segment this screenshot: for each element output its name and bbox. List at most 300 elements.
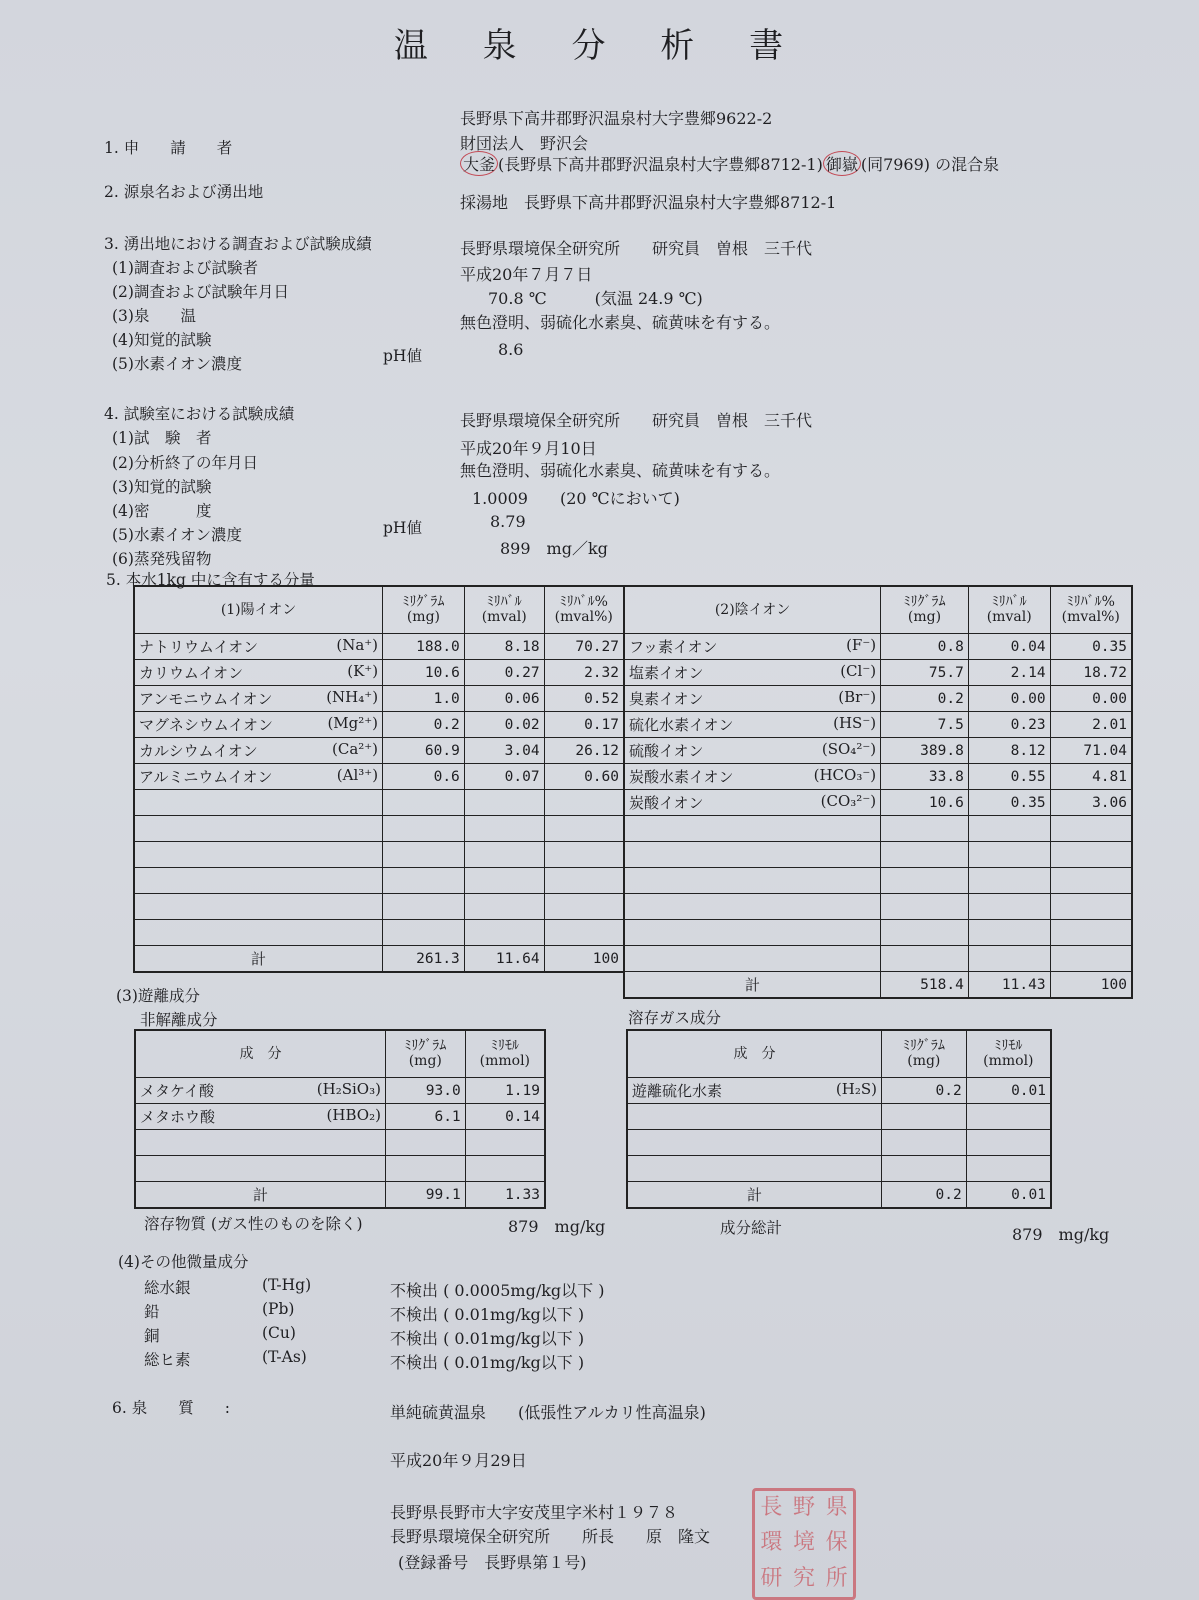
gas-head-name: 成 分 <box>627 1030 881 1078</box>
anion-total-mval: 11.43 <box>968 972 1050 999</box>
anion-pct <box>1050 920 1132 946</box>
s3-item-1: (1)調査および試験者 <box>112 259 258 277</box>
nondiss-name: メタケイ酸 <box>140 1082 214 1100</box>
s3-item-5: (5)水素イオン濃度 <box>112 355 242 373</box>
anion-name: 炭酸イオン <box>629 794 704 812</box>
total-components-value: 879 mg/kg <box>1012 1225 1110 1244</box>
cation-mval: 3.04 <box>464 738 544 764</box>
cation-head-mg: ﾐﾘｸﾞﾗﾑ (mg) <box>383 586 465 634</box>
nondiss-total-row <box>135 1182 545 1209</box>
cation-total-mg: 261.3 <box>383 946 465 973</box>
anion-mg <box>881 894 969 920</box>
cation-name-cell <box>134 686 383 712</box>
nondiss-mmol <box>465 1130 545 1156</box>
cation-mg <box>383 790 465 816</box>
anion-name-wrap <box>629 792 876 813</box>
anion-name: 硫酸イオン <box>629 742 704 760</box>
institute-director: 長野県環境保全研究所 所長 原 隆文 <box>390 1527 711 1546</box>
cation-total-pct: 100 <box>544 946 624 973</box>
nondiss-mmol: 0.14 <box>465 1104 545 1130</box>
anion-row <box>624 712 1132 738</box>
s4-item-2: (2)分析終了の年月日 <box>112 454 258 472</box>
dissolved-matter-label: 溶存物質 (ガス性のものを除く) <box>144 1215 363 1233</box>
anion-name-wrap <box>629 636 876 657</box>
trace-value: 不検出 ( 0.0005mg/kg以下 ) <box>390 1281 605 1300</box>
gas-row <box>627 1104 1051 1130</box>
cation-name-cell <box>134 842 383 868</box>
s4-item-4: (4)密 度 <box>112 502 212 520</box>
anion-head-pct: ﾐﾘﾊﾞﾙ% (mval%) <box>1050 586 1132 634</box>
cation-row <box>134 920 624 946</box>
gas-row <box>627 1156 1051 1182</box>
cation-total-row <box>134 946 624 973</box>
anion-pct: 4.81 <box>1050 764 1132 790</box>
cation-name-wrap <box>139 740 378 761</box>
cation-mval: 8.18 <box>464 634 544 660</box>
cation-row <box>134 842 624 868</box>
cation-table <box>133 585 625 973</box>
anion-name: 硫化水素イオン <box>629 716 734 734</box>
nondiss-row <box>135 1104 545 1130</box>
cation-name: アルミニウムイオン <box>139 768 273 786</box>
anion-mg: 389.8 <box>881 738 969 764</box>
anion-name-cell <box>624 946 881 972</box>
anion-mval <box>968 868 1050 894</box>
cation-pct: 0.52 <box>544 686 624 712</box>
total-components-label: 成分総計 <box>720 1219 783 1237</box>
s4-item-6: (6)蒸発残留物 <box>112 550 212 568</box>
anion-symbol: (F⁻) <box>846 636 877 654</box>
nondissociated-table <box>134 1029 546 1209</box>
cation-name-cell <box>134 738 383 764</box>
cation-symbol: (NH₄⁺) <box>326 688 379 706</box>
cation-mval <box>464 842 544 868</box>
trace-symbol: (Cu) <box>262 1324 296 1342</box>
seal-char: 県 <box>825 1495 848 1520</box>
trace-symbol: (T-Hg) <box>262 1276 312 1294</box>
cation-mval: 0.27 <box>464 660 544 686</box>
nondiss-mg: 6.1 <box>385 1104 465 1130</box>
cation-name-cell <box>134 894 383 920</box>
anion-mg: 10.6 <box>881 790 969 816</box>
nondiss-header-row <box>135 1030 545 1078</box>
anion-symbol: (Br⁻) <box>838 688 877 706</box>
anion-total-mg: 518.4 <box>881 972 969 999</box>
anion-row <box>624 686 1132 712</box>
cation-mg <box>383 894 465 920</box>
seal-char: 環 <box>760 1530 783 1556</box>
cation-name-wrap <box>139 636 378 657</box>
nondiss-name-wrap <box>140 1080 381 1101</box>
cation-pct <box>544 868 624 894</box>
cation-pct: 0.17 <box>544 712 624 738</box>
cation-name-cell <box>134 868 383 894</box>
s4-residue: 899 mg／kg <box>500 539 608 558</box>
anion-row <box>624 816 1132 842</box>
anion-name: フッ素イオン <box>629 638 718 656</box>
anion-row <box>624 920 1132 946</box>
document-title: 温 泉 分 析 書 <box>393 26 806 66</box>
s3-sensory: 無色澄明、弱硫化水素臭、硫黄味を有する。 <box>460 313 781 332</box>
anion-name-cell <box>624 738 881 764</box>
anion-mg: 75.7 <box>881 660 969 686</box>
cation-row <box>134 790 624 816</box>
cation-mg: 0.6 <box>383 764 465 790</box>
anion-row <box>624 634 1132 660</box>
gas-mg <box>881 1130 966 1156</box>
gas-symbol: (H₂S) <box>835 1080 877 1098</box>
anion-head-mval: ﾐﾘﾊﾞﾙ (mval) <box>968 586 1050 634</box>
gas-mg <box>881 1156 966 1182</box>
anion-mg: 33.8 <box>881 764 969 790</box>
s3-ph-label: pH値 <box>383 347 422 365</box>
anion-name-cell <box>624 634 881 660</box>
nondiss-mmol: 1.19 <box>465 1078 545 1104</box>
trace-symbol: (Pb) <box>262 1300 295 1318</box>
nondissociated-label: 非解離成分 <box>140 1011 218 1029</box>
cation-pct <box>544 816 624 842</box>
gas-row <box>627 1130 1051 1156</box>
cation-mval <box>464 790 544 816</box>
nondiss-head-name: 成 分 <box>135 1030 385 1078</box>
anion-mval <box>968 894 1050 920</box>
anion-rows <box>624 634 1132 972</box>
cation-name: カリウムイオン <box>139 664 244 682</box>
s3-temperature: 70.8 ℃ (気温 24.9 ℃) <box>488 289 703 308</box>
cation-symbol: (Na⁺) <box>336 636 379 654</box>
cation-mval <box>464 894 544 920</box>
institute-address: 長野県長野市大字安茂里字米村１９７８ <box>390 1503 679 1522</box>
gas-header-row <box>627 1030 1051 1078</box>
anion-mg <box>881 842 969 868</box>
cation-symbol: (Al³⁺) <box>336 766 379 784</box>
s4-tester: 長野県環境保全研究所 研究員 曽根 三千代 <box>460 411 813 430</box>
anion-name-cell <box>624 868 881 894</box>
gas-total-row <box>627 1182 1051 1209</box>
cation-row <box>134 712 624 738</box>
anion-mval: 2.14 <box>968 660 1050 686</box>
trace-name: 銅 <box>144 1327 160 1345</box>
s4-date: 平成20年９月10日 <box>460 439 597 458</box>
s3-tester: 長野県環境保全研究所 研究員 曽根 三千代 <box>460 239 813 258</box>
cation-pct: 2.32 <box>544 660 624 686</box>
anion-name-wrap <box>629 740 876 761</box>
anion-symbol: (HCO₃⁻) <box>813 766 877 784</box>
anion-mval: 8.12 <box>968 738 1050 764</box>
cation-mg <box>383 816 465 842</box>
s4-sensory: 無色澄明、弱硫化水素臭、硫黄味を有する。 <box>460 461 781 480</box>
gas-total-label: 計 <box>627 1182 881 1209</box>
registration-number: (登録番号 長野県第１号) <box>398 1553 587 1572</box>
s4-item-1: (1)試 験 者 <box>112 429 212 447</box>
anion-mval: 0.00 <box>968 686 1050 712</box>
anion-name-cell <box>624 816 881 842</box>
cation-mg: 60.9 <box>383 738 465 764</box>
cation-mval: 0.02 <box>464 712 544 738</box>
s4-item-3: (3)知覚的試験 <box>112 478 212 496</box>
cation-header-row <box>134 586 624 634</box>
anion-pct <box>1050 842 1132 868</box>
nondiss-name-cell <box>135 1104 385 1130</box>
anion-name-wrap <box>629 688 876 709</box>
cation-name-cell <box>134 816 383 842</box>
anion-pct <box>1050 946 1132 972</box>
source-mixed: (同7969) の混合泉 <box>860 155 1000 174</box>
cation-name-cell <box>134 712 383 738</box>
dissolved-gas-table <box>626 1029 1052 1209</box>
nondiss-name-wrap <box>140 1106 381 1127</box>
gas-head-mg: ﾐﾘｸﾞﾗﾑ (mg) <box>881 1030 966 1078</box>
cation-pct: 70.27 <box>544 634 624 660</box>
anion-mval <box>968 946 1050 972</box>
cation-name-cell <box>134 920 383 946</box>
anion-name-cell <box>624 660 881 686</box>
anion-name-cell <box>624 686 881 712</box>
anion-mg <box>881 920 969 946</box>
cation-row <box>134 764 624 790</box>
nondiss-total-mmol: 1.33 <box>465 1182 545 1209</box>
cation-pct <box>544 790 624 816</box>
cation-name-wrap <box>139 688 378 709</box>
cation-name-cell <box>134 634 383 660</box>
anion-pct: 0.35 <box>1050 634 1132 660</box>
nondiss-symbol: (HBO₂) <box>326 1106 381 1124</box>
nondiss-mg <box>385 1156 465 1182</box>
cation-mg <box>383 920 465 946</box>
cation-name: ナトリウムイオン <box>139 638 259 656</box>
anion-name-wrap <box>629 766 876 787</box>
nondiss-head-mmol: ﾐﾘﾓﾙ (mmol) <box>465 1030 545 1078</box>
gas-mg <box>881 1104 966 1130</box>
nondiss-mg: 93.0 <box>385 1078 465 1104</box>
cation-row <box>134 868 624 894</box>
cation-name-cell <box>134 790 383 816</box>
anion-pct: 2.01 <box>1050 712 1132 738</box>
cation-mg: 188.0 <box>383 634 465 660</box>
anion-name-wrap <box>629 714 876 735</box>
anion-head-name: (2)陰イオン <box>624 586 881 634</box>
section1-label: 1. 申 請 者 <box>104 139 233 157</box>
issue-date: 平成20年９月29日 <box>390 1451 527 1470</box>
gas-mmol <box>966 1130 1051 1156</box>
s3-ph-value: 8.6 <box>498 340 524 359</box>
nondiss-mg <box>385 1130 465 1156</box>
seal-char: 究 <box>792 1565 815 1591</box>
anion-mg: 0.8 <box>881 634 969 660</box>
gas-total-mmol: 0.01 <box>966 1182 1051 1209</box>
anion-pct: 18.72 <box>1050 660 1132 686</box>
anion-name: 臭素イオン <box>629 690 704 708</box>
gas-name-cell <box>627 1130 881 1156</box>
anion-symbol: (SO₄²⁻) <box>821 740 877 758</box>
anion-name: 炭酸水素イオン <box>629 768 734 786</box>
cation-mg <box>383 842 465 868</box>
anion-pct: 71.04 <box>1050 738 1132 764</box>
cation-symbol: (Ca²⁺) <box>331 740 379 758</box>
source-name-ontake: 御嶽 <box>823 151 861 176</box>
anion-name-cell <box>624 842 881 868</box>
gas-rows <box>627 1078 1051 1182</box>
applicant-address: 長野県下高井郡野沢温泉村大字豊郷9622-2 <box>460 109 773 128</box>
nondiss-total-mg: 99.1 <box>385 1182 465 1209</box>
s4-density: 1.0009 (20 ℃において) <box>472 489 680 508</box>
gas-name-cell <box>627 1078 881 1104</box>
anion-name-wrap <box>629 662 876 683</box>
nondiss-row <box>135 1078 545 1104</box>
source-name-oogama: 大釜 <box>460 151 498 176</box>
trace-name: 鉛 <box>144 1303 160 1321</box>
cation-name: アンモニウムイオン <box>139 690 273 708</box>
anion-row <box>624 894 1132 920</box>
nondiss-symbol: (H₂SiO₃) <box>316 1080 381 1098</box>
anion-row <box>624 738 1132 764</box>
cation-mg <box>383 868 465 894</box>
institute-seal <box>752 1488 856 1600</box>
cation-mval <box>464 816 544 842</box>
anion-row <box>624 764 1132 790</box>
nondiss-rows <box>135 1078 545 1182</box>
cation-row <box>134 660 624 686</box>
cation-pct <box>544 842 624 868</box>
gas-name-cell <box>627 1156 881 1182</box>
nondiss-name-cell <box>135 1078 385 1104</box>
cation-row <box>134 738 624 764</box>
cation-name-wrap <box>139 714 378 735</box>
anion-name-cell <box>624 764 881 790</box>
trace-label: (4)その他微量成分 <box>118 1253 249 1271</box>
cation-row <box>134 686 624 712</box>
seal-char: 長 <box>760 1495 783 1520</box>
anion-symbol: (CO₃²⁻) <box>820 792 877 810</box>
anion-name-cell <box>624 920 881 946</box>
cation-pct: 0.60 <box>544 764 624 790</box>
section5-label: 5. 本水1kg 中に含有する分量 <box>106 571 315 589</box>
cation-mg: 10.6 <box>383 660 465 686</box>
anion-row <box>624 946 1132 972</box>
trace-symbol: (T-As) <box>262 1348 307 1366</box>
anion-table <box>623 585 1133 999</box>
cation-head-pct: ﾐﾘﾊﾞﾙ% (mval%) <box>544 586 624 634</box>
cation-name: カルシウムイオン <box>139 742 258 760</box>
anion-row <box>624 660 1132 686</box>
s3-date: 平成20年７月７日 <box>460 265 593 284</box>
cation-symbol: (Mg²⁺) <box>327 714 379 732</box>
gas-mg: 0.2 <box>881 1078 966 1104</box>
anion-total-row <box>624 972 1132 999</box>
trace-value: 不検出 ( 0.01mg/kg以下 ) <box>390 1305 585 1324</box>
dissolved-gas-label: 溶存ガス成分 <box>628 1009 722 1027</box>
nondiss-name: メタホウ酸 <box>140 1108 216 1126</box>
anion-name: 塩素イオン <box>629 664 704 682</box>
gas-total-mg: 0.2 <box>881 1182 966 1209</box>
intake-location: 採湯地 長野県下高井郡野沢温泉村大字豊郷8712-1 <box>460 193 837 212</box>
trace-value: 不検出 ( 0.01mg/kg以下 ) <box>390 1353 585 1372</box>
cation-name-cell <box>134 764 383 790</box>
anion-mval: 0.55 <box>968 764 1050 790</box>
cation-pct <box>544 894 624 920</box>
cation-mval <box>464 868 544 894</box>
anion-total-label: 計 <box>624 972 881 999</box>
anion-pct <box>1050 816 1132 842</box>
source-line1 <box>460 151 999 176</box>
s4-ph-value: 8.79 <box>490 512 526 531</box>
cation-symbol: (K⁺) <box>347 662 379 680</box>
anion-name-cell <box>624 790 881 816</box>
anion-name-cell <box>624 712 881 738</box>
cation-row <box>134 634 624 660</box>
cation-name-wrap <box>139 662 378 683</box>
anion-symbol: (Cl⁻) <box>840 662 877 680</box>
dissolved-matter-value: 879 mg/kg <box>508 1217 606 1236</box>
nondiss-row <box>135 1156 545 1182</box>
trace-name: 総ヒ素 <box>144 1351 191 1369</box>
seal-char: 保 <box>825 1530 848 1556</box>
anion-pct <box>1050 868 1132 894</box>
anion-mval: 0.23 <box>968 712 1050 738</box>
cation-rows <box>134 634 624 946</box>
s4-ph-label: pH値 <box>383 519 422 537</box>
anion-mg <box>881 946 969 972</box>
section6-label: 6. 泉 質 : <box>112 1399 230 1417</box>
cation-pct: 26.12 <box>544 738 624 764</box>
spring-quality: 単純硫黄温泉 (低張性アルカリ性高温泉) <box>390 1403 706 1422</box>
seal-char: 所 <box>825 1565 848 1591</box>
anion-row <box>624 842 1132 868</box>
anion-total-pct: 100 <box>1050 972 1132 999</box>
s3-item-2: (2)調査および試験年月日 <box>112 283 289 301</box>
anion-pct <box>1050 894 1132 920</box>
s3-item-3: (3)泉 温 <box>112 307 196 325</box>
free-components-label: (3)遊離成分 <box>116 987 200 1005</box>
cation-mg: 0.2 <box>383 712 465 738</box>
anion-pct: 0.00 <box>1050 686 1132 712</box>
nondiss-name-cell <box>135 1156 385 1182</box>
gas-name: 遊離硫化水素 <box>632 1082 723 1100</box>
trace-value: 不検出 ( 0.01mg/kg以下 ) <box>390 1329 585 1348</box>
gas-head-mmol: ﾐﾘﾓﾙ (mmol) <box>966 1030 1051 1078</box>
s4-item-5: (5)水素イオン濃度 <box>112 526 242 544</box>
seal-char: 境 <box>792 1530 815 1556</box>
anion-mval <box>968 842 1050 868</box>
cation-row <box>134 816 624 842</box>
section3-label: 3. 湧出地における調査および試験成績 <box>104 235 372 253</box>
section2-label: 2. 源泉名および湧出地 <box>104 183 264 201</box>
anion-mval <box>968 816 1050 842</box>
cation-mg: 1.0 <box>383 686 465 712</box>
nondiss-mmol <box>465 1156 545 1182</box>
anion-head-mg: ﾐﾘｸﾞﾗﾑ (mg) <box>881 586 969 634</box>
cation-pct <box>544 920 624 946</box>
cation-mval: 0.06 <box>464 686 544 712</box>
anion-header-row <box>624 586 1132 634</box>
trace-name: 総水銀 <box>144 1279 191 1297</box>
source-address-1: (長野県下高井郡野沢温泉村大字豊郷8712-1) <box>498 155 823 174</box>
anion-name-cell <box>624 894 881 920</box>
nondiss-total-label: 計 <box>135 1182 385 1209</box>
cation-row <box>134 894 624 920</box>
cation-head-name: (1)陽イオン <box>134 586 383 634</box>
s3-item-4: (4)知覚的試験 <box>112 331 212 349</box>
anion-mval: 0.35 <box>968 790 1050 816</box>
anion-mg: 0.2 <box>881 686 969 712</box>
anion-mg <box>881 868 969 894</box>
anion-pct: 3.06 <box>1050 790 1132 816</box>
cation-name-wrap <box>139 766 378 787</box>
anion-row <box>624 868 1132 894</box>
cation-head-mval: ﾐﾘﾊﾞﾙ (mval) <box>464 586 544 634</box>
anion-row <box>624 790 1132 816</box>
gas-row <box>627 1078 1051 1104</box>
